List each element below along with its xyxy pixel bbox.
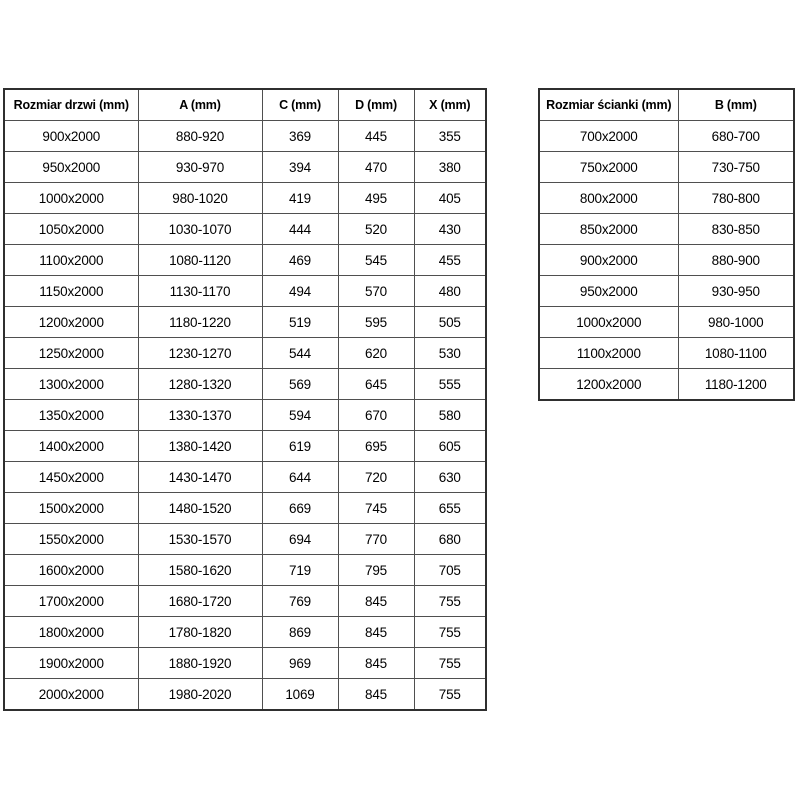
table-cell: 470 [338, 152, 414, 183]
table-cell: 505 [414, 307, 486, 338]
table-row [539, 276, 794, 307]
table-cell: 845 [338, 679, 414, 711]
table-cell: 444 [262, 214, 338, 245]
table-cell: 1100x2000 [4, 245, 138, 276]
table-cell: 570 [338, 276, 414, 307]
door-size-table [3, 88, 487, 711]
table-cell: 845 [338, 648, 414, 679]
table-cell: 780-800 [678, 183, 794, 214]
column-header: Rozmiar drzwi (mm) [4, 89, 138, 121]
table-row [4, 431, 486, 462]
table-cell: 1030-1070 [138, 214, 262, 245]
table-cell: 405 [414, 183, 486, 214]
table-cell: 1480-1520 [138, 493, 262, 524]
table-cell: 850x2000 [539, 214, 678, 245]
table-cell: 1069 [262, 679, 338, 711]
column-header: Rozmiar ścianki (mm) [539, 89, 678, 121]
table-cell: 1000x2000 [4, 183, 138, 214]
table-cell: 1600x2000 [4, 555, 138, 586]
header-row [539, 89, 794, 121]
table-row [4, 121, 486, 152]
table-row [4, 307, 486, 338]
table-cell: 900x2000 [4, 121, 138, 152]
table-cell: 1330-1370 [138, 400, 262, 431]
table-cell: 750x2000 [539, 152, 678, 183]
table-cell: 1100x2000 [539, 338, 678, 369]
table-cell: 1500x2000 [4, 493, 138, 524]
table-row [4, 524, 486, 555]
table-cell: 1300x2000 [4, 369, 138, 400]
table-cell: 1900x2000 [4, 648, 138, 679]
table-row [539, 152, 794, 183]
table-cell: 630 [414, 462, 486, 493]
table-cell: 1530-1570 [138, 524, 262, 555]
table-cell: 445 [338, 121, 414, 152]
table-row [4, 493, 486, 524]
table-row [4, 400, 486, 431]
table-cell: 769 [262, 586, 338, 617]
table-cell: 669 [262, 493, 338, 524]
table-cell: 555 [414, 369, 486, 400]
table-cell: 1680-1720 [138, 586, 262, 617]
table-cell: 1880-1920 [138, 648, 262, 679]
table-cell: 845 [338, 586, 414, 617]
table-cell: 369 [262, 121, 338, 152]
table-cell: 619 [262, 431, 338, 462]
table-row [4, 648, 486, 679]
table-cell: 519 [262, 307, 338, 338]
wall-size-table [538, 88, 795, 401]
column-header: X (mm) [414, 89, 486, 121]
table-cell: 1250x2000 [4, 338, 138, 369]
table-cell: 980-1020 [138, 183, 262, 214]
column-header: B (mm) [678, 89, 794, 121]
table-cell: 1080-1100 [678, 338, 794, 369]
table-cell: 594 [262, 400, 338, 431]
table-row [4, 245, 486, 276]
table-cell: 1000x2000 [539, 307, 678, 338]
table-row [539, 214, 794, 245]
table-cell: 1800x2000 [4, 617, 138, 648]
table-cell: 1130-1170 [138, 276, 262, 307]
table-row [539, 245, 794, 276]
table-cell: 770 [338, 524, 414, 555]
table-cell: 520 [338, 214, 414, 245]
table-cell: 1230-1270 [138, 338, 262, 369]
table-cell: 930-970 [138, 152, 262, 183]
table-row [4, 586, 486, 617]
table-cell: 755 [414, 586, 486, 617]
table-cell: 845 [338, 617, 414, 648]
table-row [4, 152, 486, 183]
table-cell: 2000x2000 [4, 679, 138, 711]
table-cell: 1450x2000 [4, 462, 138, 493]
table-cell: 950x2000 [539, 276, 678, 307]
table-cell: 680 [414, 524, 486, 555]
table-cell: 645 [338, 369, 414, 400]
table-row [539, 121, 794, 152]
table-cell: 1700x2000 [4, 586, 138, 617]
table-row [4, 183, 486, 214]
table-cell: 719 [262, 555, 338, 586]
table-row [539, 369, 794, 401]
table-row [4, 276, 486, 307]
table-cell: 800x2000 [539, 183, 678, 214]
table-row [4, 555, 486, 586]
table-cell: 930-950 [678, 276, 794, 307]
table-cell: 1380-1420 [138, 431, 262, 462]
table-cell: 1050x2000 [4, 214, 138, 245]
table-cell: 1180-1220 [138, 307, 262, 338]
table-cell: 705 [414, 555, 486, 586]
table-cell: 950x2000 [4, 152, 138, 183]
table-cell: 680-700 [678, 121, 794, 152]
table-row [539, 307, 794, 338]
table-cell: 795 [338, 555, 414, 586]
column-header: C (mm) [262, 89, 338, 121]
table-row [4, 679, 486, 711]
table-cell: 969 [262, 648, 338, 679]
table-cell: 469 [262, 245, 338, 276]
table-row [4, 338, 486, 369]
table-cell: 530 [414, 338, 486, 369]
table-cell: 1150x2000 [4, 276, 138, 307]
table-cell: 670 [338, 400, 414, 431]
table-row [539, 338, 794, 369]
table-cell: 694 [262, 524, 338, 555]
table-cell: 545 [338, 245, 414, 276]
table-cell: 480 [414, 276, 486, 307]
table-cell: 355 [414, 121, 486, 152]
header-row [4, 89, 486, 121]
table-row [4, 617, 486, 648]
table-cell: 755 [414, 679, 486, 711]
table-cell: 755 [414, 648, 486, 679]
table-row [539, 183, 794, 214]
table-cell: 1180-1200 [678, 369, 794, 401]
table-cell: 494 [262, 276, 338, 307]
table-cell: 880-920 [138, 121, 262, 152]
table-cell: 980-1000 [678, 307, 794, 338]
table-cell: 1400x2000 [4, 431, 138, 462]
table-cell: 1280-1320 [138, 369, 262, 400]
table-cell: 380 [414, 152, 486, 183]
table-cell: 1200x2000 [539, 369, 678, 401]
table-cell: 455 [414, 245, 486, 276]
table-cell: 580 [414, 400, 486, 431]
table-cell: 595 [338, 307, 414, 338]
table-cell: 430 [414, 214, 486, 245]
table-cell: 605 [414, 431, 486, 462]
table-cell: 1200x2000 [4, 307, 138, 338]
table-row [4, 214, 486, 245]
table-cell: 745 [338, 493, 414, 524]
table-cell: 1580-1620 [138, 555, 262, 586]
table-cell: 655 [414, 493, 486, 524]
column-header: D (mm) [338, 89, 414, 121]
table-cell: 644 [262, 462, 338, 493]
table-cell: 1780-1820 [138, 617, 262, 648]
table-cell: 869 [262, 617, 338, 648]
table-cell: 569 [262, 369, 338, 400]
table-cell: 495 [338, 183, 414, 214]
table-cell: 900x2000 [539, 245, 678, 276]
table-cell: 1550x2000 [4, 524, 138, 555]
table-cell: 695 [338, 431, 414, 462]
column-header: A (mm) [138, 89, 262, 121]
table-cell: 544 [262, 338, 338, 369]
table-row [4, 462, 486, 493]
table-cell: 419 [262, 183, 338, 214]
table-cell: 1980-2020 [138, 679, 262, 711]
table-cell: 1350x2000 [4, 400, 138, 431]
table-cell: 755 [414, 617, 486, 648]
table-cell: 720 [338, 462, 414, 493]
table-cell: 730-750 [678, 152, 794, 183]
table-cell: 1080-1120 [138, 245, 262, 276]
table-cell: 620 [338, 338, 414, 369]
table-cell: 830-850 [678, 214, 794, 245]
table-cell: 880-900 [678, 245, 794, 276]
table-cell: 700x2000 [539, 121, 678, 152]
table-cell: 394 [262, 152, 338, 183]
table-row [4, 369, 486, 400]
table-cell: 1430-1470 [138, 462, 262, 493]
